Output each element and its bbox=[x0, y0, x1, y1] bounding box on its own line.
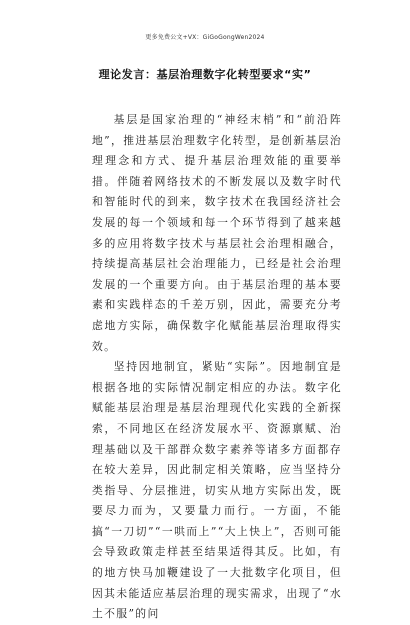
document-title: 理论发言：基层治理数字化转型要求“实” bbox=[98, 68, 312, 81]
paragraph-1: 基层是国家治理的“神经末梢”和“前沿阵地”，推进基层治理数字化转型，是创新基层治理理念和方式、提升基层治理效能的重要举措。伴随着网络技术的不断发展以及数字时代和智能时代的到来，数字技术在我国经济社会发展的每一个领域和每一个环节得到了越来越多的应用将数字技术与基层社会治理相融合，持续提高基层社会治理能力，已经是社会治理发展的一个重要方向。由于基层治理的基本要素和实践样态的千差万别，因此，需要充分考虑地方实际，确保数字化赋能基层治理取得实效。 bbox=[92, 113, 342, 353]
body-text bbox=[92, 110, 342, 625]
paragraph-2: 坚持因地制宜，紧贴“实际”。因地制宜是根据各地的实际情况制定相应的办法。数字化赋能基层治理是基层治理现代化实践的全新探索，不同地区在经济发展水平、资源禀赋、治理基础以及干部群众数字素养等诸多方面都存在较大差异，因此制定相关策略，应当坚持分类指导、分层推进，切实从地方实际出发，既要尽力而为，又要量力而行。一方面，不能搞“一刀切”“一哄而上”“大上快上”，否则可能会导致政策走样甚至结果适得其反。比如，有的地方快马加鞭建设了一大批数字化项目，但因其未能适应基层治理的现实需求，出现了“水土不服”的问 bbox=[92, 360, 342, 621]
header-note: 更多免费公文+VX：GiGoGongWen2024 bbox=[145, 34, 265, 41]
